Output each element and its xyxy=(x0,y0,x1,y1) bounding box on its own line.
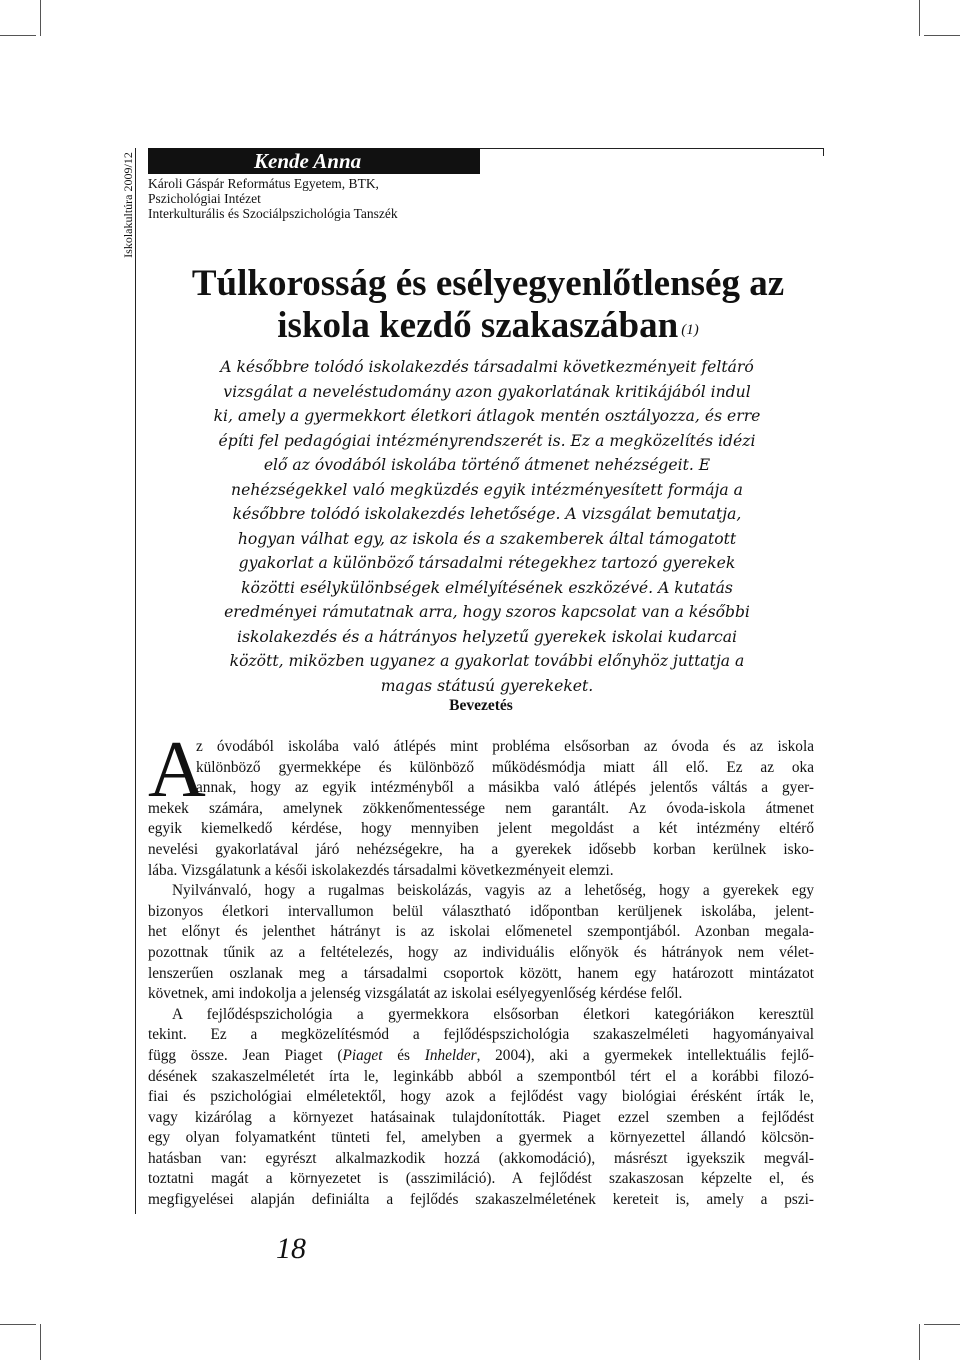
abstract-line: vizsgálat a neveléstudomány azon gyakorlatának kritikájából indul xyxy=(223,382,751,401)
body-line: követnek, ami indokolja a jelenség vizsgálatát az iskolai esélyegyenlőség kérdése felől. xyxy=(148,985,683,1003)
body-line: lába. Vizsgálatunk a késői iskolakezdés társadalmi következményeit elemzi. xyxy=(148,861,614,879)
body-line: bizonyos életkori intervallumon belül választható időpontban kerüljenek iskolába, jelent- xyxy=(148,902,814,920)
body-line: egyik kiemelkedő kérdése, hogy mennyiben jelent megoldást a két intézmény eltérő xyxy=(148,820,814,838)
body-text xyxy=(148,726,814,1211)
crop-mark-top-right-v xyxy=(919,0,920,36)
abstract xyxy=(162,355,812,698)
body-line: annak, hogy az egyik intézményből a másikba való átlépés jelentős váltás a gyer- xyxy=(196,779,814,797)
body-line: désének szakaszelméletét írta le, leginkább abból a szempontból tért el a korábbi filozó- xyxy=(148,1067,814,1085)
body-line: mekek számára, amelynek zökkenőmentessége nem garantált. Az óvoda-iskola átmenet xyxy=(148,799,814,817)
affiliation xyxy=(148,176,548,221)
body-line: z óvodából iskolába való átlépés mint probléma elsősorban az óvoda és az iskola xyxy=(196,738,814,755)
body-line: het előnyt és jelenthet hátrányt is az iskolai előmenetel szempontjából. Azonban megala- xyxy=(148,923,814,941)
header-rule-tick xyxy=(823,148,824,156)
author-bar xyxy=(148,148,480,174)
body-line: függ össze. Jean Piaget (Piaget és Inhelder, 2004), aki a gyermekek intellektuális fejlő- xyxy=(148,1046,814,1064)
author-name: Kende Anna xyxy=(254,149,362,173)
affiliation-line: Interkulturális és Szociálpszichológia Tanszék xyxy=(148,206,398,221)
abstract-line: elő az óvodából iskolába történő átmenet nehézségeit. E xyxy=(263,456,711,474)
body-line: megfigyelései alapján definiálta a fejlődés szakaszelméletének kereteit is, amely a pszi- xyxy=(148,1191,814,1209)
body-line: lenszerűen oszlanak meg a társadalmi csoportok között, hanem egy határozott mintázatot xyxy=(148,964,814,982)
abstract-line: későbbre tolódó iskolakezdés lehetősége. A vizsgálat bemutatja, xyxy=(232,505,742,523)
crop-mark-bottom-right-v xyxy=(919,1324,920,1360)
crop-mark-top-left-h xyxy=(0,35,36,36)
title-line-1: Túlkorosság és esélyegyenlőtlenség az xyxy=(191,263,785,304)
abstract-line: gyakorlat a különböző társadalmi rétegekhez tartozó gyerekek xyxy=(238,554,736,572)
abstract-line: A későbbre tolódó iskolakezdés társadalmi következményeit feltáró xyxy=(220,358,754,376)
abstract-line: közötti esélykülönbségek elmélyítésének eszközévé. A kutatás xyxy=(241,578,733,597)
abstract-line: magas státusú gyerekeket. xyxy=(380,676,594,695)
body-line: nevelési gyakorlatával járó nehézségekre, ha a gyerekek idősebb korban kerülnek isko- xyxy=(148,840,814,858)
abstract-line: építi fel pedagógiai intézményrendszerét is. Ez a megközelítés idézi xyxy=(218,431,756,450)
affiliation-line: Pszichológiai Intézet xyxy=(148,191,261,206)
abstract-line: hogyan válhat egy, az iskola és a szakemberek által támogatott xyxy=(237,529,737,548)
abstract-line: iskolakezdés és a hátrányos helyzetű gyerekek iskolai kudarcai xyxy=(236,627,738,646)
affiliation-line: Károli Gáspár Református Egyetem, BTK, xyxy=(148,176,379,191)
page-number: 18 xyxy=(276,1232,306,1265)
crop-mark-top-left-v xyxy=(40,0,41,36)
body-line: tekint. Ez a megközelítésmód a fejlődéspszichológia szakaszelméleti hagyományaival xyxy=(148,1026,814,1044)
body-line: fiai és pszichológiai elméletektől, hogy azok a fejlődést vagy biológiai érésként írták le, xyxy=(148,1088,814,1106)
crop-mark-bottom-left-v xyxy=(40,1324,41,1360)
drop-cap: A xyxy=(148,726,206,814)
section-heading: Bevezetés xyxy=(449,697,513,714)
body-line: hatásban van: egyrészt alkalmazkodik hozzá (akkomodáció), másrészt igyekszik megvál- xyxy=(148,1149,814,1167)
body-line: toztatni magát a környezetet is (asszimiláció). A fejlődést szakaszosan képzelte el, és xyxy=(148,1170,814,1188)
running-head-text: Iskolakultúra 2009/12 xyxy=(121,152,135,258)
abstract-line: között, miközben ugyanez a gyakorlat további előnyhöz juttatja a xyxy=(229,652,745,670)
body-line: különböző gyermekképe és különböző működésmódja miatt áll elő. Ez az oka xyxy=(196,758,814,776)
body-line: A fejlődéspszichológia a gyermekkora elsősorban életkori kategóriákon keresztül xyxy=(172,1005,814,1023)
abstract-line: eredményei rámutatnak arra, hogy szoros kapcsolat van a későbbi xyxy=(224,603,750,621)
title-line-2: iskola kezdő szakaszában xyxy=(277,305,679,346)
body-line: pozottnak tűnik az a feltételezés, hogy az individuális előnyök és hátrányok nem vélet- xyxy=(148,943,814,961)
crop-mark-bottom-right-h xyxy=(924,1324,960,1325)
abstract-line: nehézségekkel való megküzdés egyik intézményesített formája a xyxy=(231,480,743,499)
body-line: vagy kizárólag a környezet hatásainak tulajdonították. Piaget ezzel szemben a fejlődést xyxy=(148,1108,814,1126)
body-line: Nyilvánvaló, hogy a rugalmas beiskolázás, vagyis az a lehetőség, hogy a gyerekek egy xyxy=(172,882,814,900)
title-footnote-mark[interactable]: (1) xyxy=(681,322,699,338)
crop-mark-bottom-left-h xyxy=(0,1324,36,1325)
margin-rule xyxy=(135,148,136,1214)
crop-mark-top-right-h xyxy=(924,35,960,36)
article-title xyxy=(148,263,828,347)
body-line: egy olyan folyamatként tünteti fel, amelyben a gyermek a környezettel állandó kölcsön- xyxy=(148,1129,814,1147)
abstract-line: ki, amely a gyermekkort életkori átlagok mentén osztályozza, és erre xyxy=(213,407,761,425)
